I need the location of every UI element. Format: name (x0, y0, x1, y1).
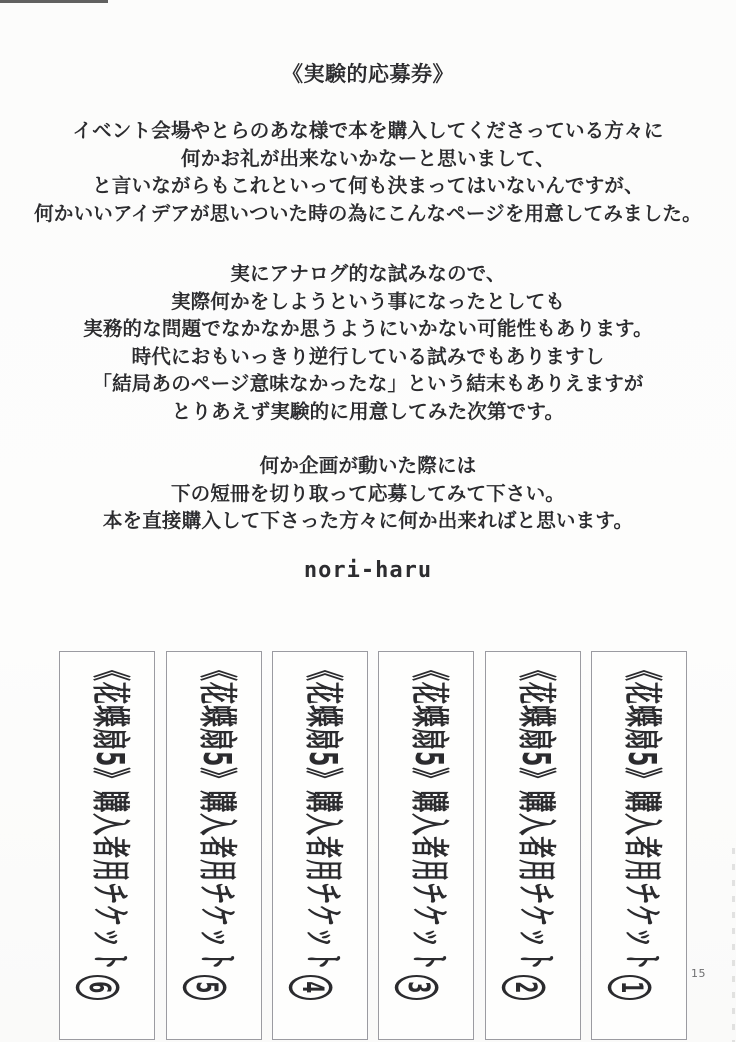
ticket-label: 《花蝶扇5》購入者用チケット (299, 659, 343, 973)
ticket-number-circle (76, 975, 120, 1000)
ticket-label: 《花蝶扇5》購入者用チケット (193, 659, 237, 973)
text-line: 時代におもいっきり逆行している試みでもありますし (131, 344, 605, 368)
ticket-label: 《花蝶扇5》購入者用チケット (86, 659, 130, 973)
ticket-strip-1 (591, 651, 687, 1040)
ticket-number-circle (608, 975, 652, 1000)
text-line: 下の短冊を切り取って応募してみて下さい。 (170, 481, 565, 505)
ticket-text (395, 659, 449, 1000)
ticket-number: 5 (188, 981, 223, 995)
text-line: 本を直接購入して下さった方々に何か出来ればと思います。 (102, 509, 634, 532)
text-line: 「結局あのページ意味なかったな」という結末もありえますが (92, 372, 644, 395)
ticket-label: 《花蝶扇5》購入者用チケット (512, 659, 556, 973)
text-line: とりあえず実験的に用意してみた次第です。 (171, 399, 565, 423)
page-number: 15 (691, 967, 706, 980)
ticket-strip-6 (59, 651, 155, 1040)
ticket-text (76, 659, 130, 1000)
text-line: 何かお礼が出来ないかなーと思いまして、 (181, 146, 555, 170)
ticket-text (608, 659, 662, 1000)
text-line: 実際何かをしようという事になったとしても (170, 289, 565, 313)
ticket-strip-2 (485, 651, 581, 1040)
ticket-strip-4 (272, 651, 368, 1040)
scan-edge-artifact-right (732, 848, 735, 1042)
ticket-number: 6 (81, 981, 116, 995)
text-line: イベント会場やとらのあな様で本を購入してくださっている方々に (72, 119, 664, 142)
ticket-strip-3 (378, 651, 474, 1040)
ticket-text (502, 659, 556, 1000)
paragraph-instructions (0, 452, 736, 535)
ticket-number-circle (289, 975, 333, 1000)
text-line: と言いながらもこれといって何も決まってはいないんですが、 (92, 174, 644, 197)
ticket-number: 1 (613, 981, 648, 995)
ticket-number: 4 (294, 981, 329, 995)
ticket-number-circle (395, 975, 439, 1000)
ticket-strip-5 (166, 651, 262, 1040)
scan-edge-artifact-top (0, 0, 108, 3)
author-signature: nori-haru (303, 558, 433, 583)
text-line: 何か企画が動いた際には (259, 454, 477, 477)
paragraph-caveats (0, 260, 736, 425)
ticket-number-circle (183, 975, 227, 1000)
text-line: 何かいいアイデアが思いついた時の為にこんなページを用意してみました。 (34, 201, 702, 225)
ticket-label: 《花蝶扇5》購入者用チケット (618, 659, 662, 973)
ticket-number-circle (502, 975, 546, 1000)
ticket-text (289, 659, 343, 1000)
page-title: 《実験的応募券》 (282, 62, 454, 86)
ticket-text (183, 659, 237, 1000)
ticket-number: 2 (507, 981, 542, 995)
paragraph-intro (0, 117, 736, 227)
text-line: 実務的な問題でなかなか思うようにいかない可能性もあります。 (83, 317, 653, 340)
ticket-label: 《花蝶扇5》購入者用チケット (405, 659, 449, 973)
ticket-number: 3 (400, 981, 435, 995)
text-line: 実にアナログ的な試みなので、 (230, 262, 506, 285)
